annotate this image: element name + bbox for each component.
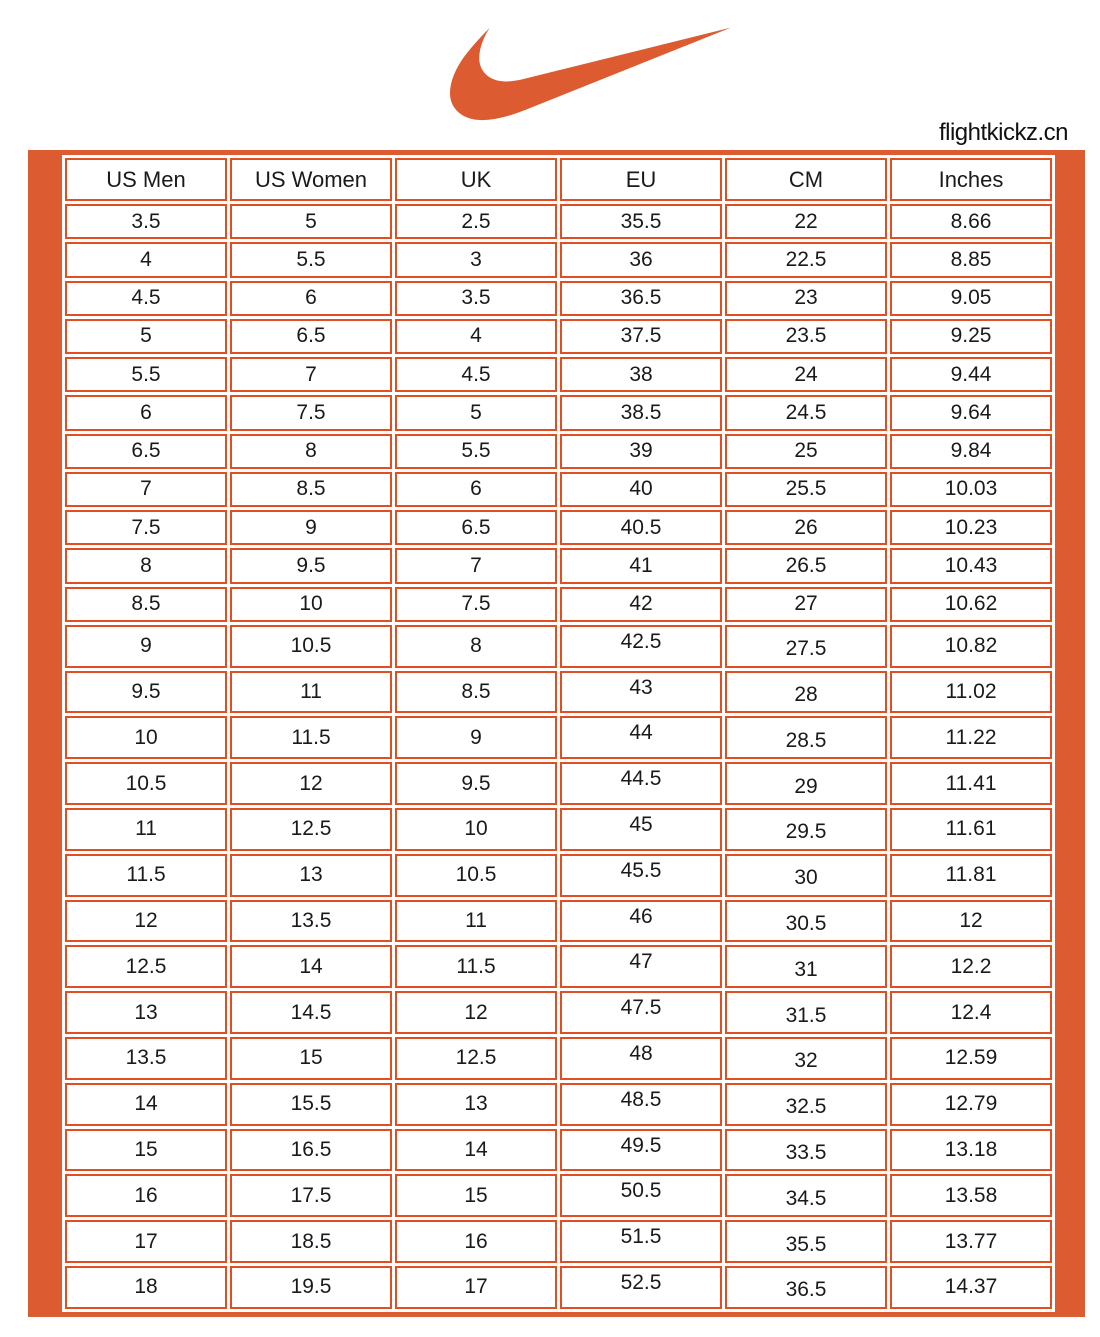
nike-swoosh-icon bbox=[450, 12, 735, 122]
table-cell: 9.44 bbox=[890, 357, 1052, 392]
table-cell: 23 bbox=[725, 281, 887, 316]
table-cell: 14 bbox=[395, 1129, 557, 1172]
table-cell: 26.5 bbox=[725, 548, 887, 583]
table-cell: 10.5 bbox=[65, 762, 227, 805]
table-cell: 45.5 bbox=[560, 854, 722, 897]
table-cell: 28 bbox=[725, 671, 887, 714]
table-cell: 12.79 bbox=[890, 1083, 1052, 1126]
table-cell: 44 bbox=[560, 716, 722, 759]
table-cell: 4.5 bbox=[65, 281, 227, 316]
table-cell: 49.5 bbox=[560, 1129, 722, 1172]
table-cell: 35.5 bbox=[560, 204, 722, 239]
table-cell: 10.23 bbox=[890, 510, 1052, 545]
column-header: US Women bbox=[230, 158, 392, 201]
table-body bbox=[65, 204, 1052, 1309]
table-cell: 42.5 bbox=[560, 625, 722, 668]
column-header: US Men bbox=[65, 158, 227, 201]
table-cell: 5.5 bbox=[230, 242, 392, 277]
table-row bbox=[65, 472, 1052, 507]
table-cell: 29.5 bbox=[725, 808, 887, 851]
table-cell: 13 bbox=[230, 854, 392, 897]
table-cell: 22 bbox=[725, 204, 887, 239]
table-cell: 24.5 bbox=[725, 395, 887, 430]
table-row bbox=[65, 854, 1052, 897]
table-cell: 13.58 bbox=[890, 1174, 1052, 1217]
table-cell: 25.5 bbox=[725, 472, 887, 507]
table-cell: 47 bbox=[560, 945, 722, 988]
table-cell: 12.59 bbox=[890, 1037, 1052, 1080]
table-cell: 13.77 bbox=[890, 1220, 1052, 1263]
table-cell: 46 bbox=[560, 900, 722, 943]
table-cell: 30.5 bbox=[725, 900, 887, 943]
table-cell: 5 bbox=[65, 319, 227, 354]
table-cell: 11 bbox=[230, 671, 392, 714]
table-cell: 17.5 bbox=[230, 1174, 392, 1217]
table-row bbox=[65, 281, 1052, 316]
table-cell: 10.5 bbox=[230, 625, 392, 668]
table-cell: 2.5 bbox=[395, 204, 557, 239]
table-cell: 9.05 bbox=[890, 281, 1052, 316]
table-cell: 14 bbox=[230, 945, 392, 988]
table-cell: 16 bbox=[65, 1174, 227, 1217]
size-chart-table bbox=[62, 155, 1055, 1312]
table-cell: 10 bbox=[395, 808, 557, 851]
table-cell: 30 bbox=[725, 854, 887, 897]
table-cell: 5.5 bbox=[65, 357, 227, 392]
table-cell: 15 bbox=[230, 1037, 392, 1080]
table-cell: 12 bbox=[890, 900, 1052, 943]
table-cell: 11.5 bbox=[65, 854, 227, 897]
table-cell: 4.5 bbox=[395, 357, 557, 392]
table-cell: 10 bbox=[65, 716, 227, 759]
table-cell: 11 bbox=[65, 808, 227, 851]
table-row bbox=[65, 319, 1052, 354]
table-cell: 9.84 bbox=[890, 434, 1052, 469]
table-cell: 12.5 bbox=[395, 1037, 557, 1080]
table-cell: 32 bbox=[725, 1037, 887, 1080]
table-cell: 40 bbox=[560, 472, 722, 507]
table-cell: 9.5 bbox=[230, 548, 392, 583]
size-chart-table-frame bbox=[28, 150, 1085, 1317]
table-cell: 10.5 bbox=[395, 854, 557, 897]
table-cell: 8 bbox=[395, 625, 557, 668]
table-row bbox=[65, 762, 1052, 805]
table-cell: 10.03 bbox=[890, 472, 1052, 507]
table-cell: 28.5 bbox=[725, 716, 887, 759]
table-cell: 40.5 bbox=[560, 510, 722, 545]
table-cell: 6.5 bbox=[65, 434, 227, 469]
table-cell: 35.5 bbox=[725, 1220, 887, 1263]
table-cell: 14.37 bbox=[890, 1266, 1052, 1309]
table-cell: 22.5 bbox=[725, 242, 887, 277]
table-cell: 34.5 bbox=[725, 1174, 887, 1217]
table-cell: 16 bbox=[395, 1220, 557, 1263]
table-row bbox=[65, 1220, 1052, 1263]
table-cell: 5.5 bbox=[395, 434, 557, 469]
column-header: UK bbox=[395, 158, 557, 201]
table-cell: 29 bbox=[725, 762, 887, 805]
table-cell: 3 bbox=[395, 242, 557, 277]
table-cell: 8.5 bbox=[230, 472, 392, 507]
table-cell: 36.5 bbox=[725, 1266, 887, 1309]
table-cell: 7.5 bbox=[395, 587, 557, 622]
table-row bbox=[65, 1083, 1052, 1126]
table-cell: 24 bbox=[725, 357, 887, 392]
table-cell: 38 bbox=[560, 357, 722, 392]
table-cell: 11 bbox=[395, 900, 557, 943]
table-cell: 8.5 bbox=[395, 671, 557, 714]
table-row bbox=[65, 716, 1052, 759]
table-row bbox=[65, 510, 1052, 545]
table-row bbox=[65, 204, 1052, 239]
column-header: Inches bbox=[890, 158, 1052, 201]
table-cell: 9.64 bbox=[890, 395, 1052, 430]
table-row bbox=[65, 1266, 1052, 1309]
table-cell: 17 bbox=[395, 1266, 557, 1309]
table-cell: 36 bbox=[560, 242, 722, 277]
table-cell: 4 bbox=[65, 242, 227, 277]
table-cell: 10.43 bbox=[890, 548, 1052, 583]
table-cell: 48 bbox=[560, 1037, 722, 1080]
table-cell: 25 bbox=[725, 434, 887, 469]
table-cell: 3.5 bbox=[65, 204, 227, 239]
table-cell: 6 bbox=[395, 472, 557, 507]
table-cell: 43 bbox=[560, 671, 722, 714]
table-cell: 7.5 bbox=[230, 395, 392, 430]
table-cell: 4 bbox=[395, 319, 557, 354]
table-row bbox=[65, 395, 1052, 430]
table-cell: 8 bbox=[65, 548, 227, 583]
table-cell: 11.02 bbox=[890, 671, 1052, 714]
table-cell: 15 bbox=[395, 1174, 557, 1217]
table-row bbox=[65, 945, 1052, 988]
table-row bbox=[65, 587, 1052, 622]
table-cell: 52.5 bbox=[560, 1266, 722, 1309]
table-cell: 18.5 bbox=[230, 1220, 392, 1263]
column-header: EU bbox=[560, 158, 722, 201]
table-cell: 9.5 bbox=[65, 671, 227, 714]
table-cell: 11.41 bbox=[890, 762, 1052, 805]
table-cell: 10 bbox=[230, 587, 392, 622]
table-cell: 6 bbox=[65, 395, 227, 430]
table-cell: 11.81 bbox=[890, 854, 1052, 897]
table-cell: 47.5 bbox=[560, 991, 722, 1034]
table-row bbox=[65, 434, 1052, 469]
table-cell: 11.5 bbox=[230, 716, 392, 759]
table-cell: 15.5 bbox=[230, 1083, 392, 1126]
table-row bbox=[65, 548, 1052, 583]
table-cell: 48.5 bbox=[560, 1083, 722, 1126]
table-cell: 12.5 bbox=[230, 808, 392, 851]
table-cell: 7 bbox=[230, 357, 392, 392]
table-cell: 9 bbox=[230, 510, 392, 545]
table-cell: 27.5 bbox=[725, 625, 887, 668]
table-cell: 13 bbox=[65, 991, 227, 1034]
table-cell: 8 bbox=[230, 434, 392, 469]
table-cell: 31 bbox=[725, 945, 887, 988]
table-cell: 8.66 bbox=[890, 204, 1052, 239]
table-cell: 6.5 bbox=[230, 319, 392, 354]
table-row bbox=[65, 357, 1052, 392]
table-cell: 51.5 bbox=[560, 1220, 722, 1263]
table-cell: 6 bbox=[230, 281, 392, 316]
table-cell: 36.5 bbox=[560, 281, 722, 316]
table-cell: 17 bbox=[65, 1220, 227, 1263]
table-cell: 13.5 bbox=[230, 900, 392, 943]
table-cell: 6.5 bbox=[395, 510, 557, 545]
table-row bbox=[65, 242, 1052, 277]
table-cell: 16.5 bbox=[230, 1129, 392, 1172]
table-cell: 11.61 bbox=[890, 808, 1052, 851]
header-row bbox=[65, 158, 1052, 201]
table-cell: 12 bbox=[395, 991, 557, 1034]
table-cell: 26 bbox=[725, 510, 887, 545]
table-cell: 15 bbox=[65, 1129, 227, 1172]
table-cell: 12 bbox=[65, 900, 227, 943]
table-cell: 37.5 bbox=[560, 319, 722, 354]
table-row bbox=[65, 808, 1052, 851]
table-cell: 9.25 bbox=[890, 319, 1052, 354]
table-row bbox=[65, 1129, 1052, 1172]
table-row bbox=[65, 1037, 1052, 1080]
table-cell: 7.5 bbox=[65, 510, 227, 545]
table-row bbox=[65, 625, 1052, 668]
table-cell: 14.5 bbox=[230, 991, 392, 1034]
table-row bbox=[65, 991, 1052, 1034]
table-cell: 3.5 bbox=[395, 281, 557, 316]
table-cell: 13.5 bbox=[65, 1037, 227, 1080]
table-cell: 5 bbox=[230, 204, 392, 239]
table-cell: 13.18 bbox=[890, 1129, 1052, 1172]
table-cell: 12 bbox=[230, 762, 392, 805]
table-cell: 9 bbox=[65, 625, 227, 668]
table-cell: 8.5 bbox=[65, 587, 227, 622]
table-cell: 11.5 bbox=[395, 945, 557, 988]
table-cell: 19.5 bbox=[230, 1266, 392, 1309]
table-row bbox=[65, 671, 1052, 714]
table-cell: 10.82 bbox=[890, 625, 1052, 668]
table-row bbox=[65, 1174, 1052, 1217]
table-cell: 31.5 bbox=[725, 991, 887, 1034]
table-cell: 11.22 bbox=[890, 716, 1052, 759]
table-cell: 7 bbox=[65, 472, 227, 507]
table-cell: 41 bbox=[560, 548, 722, 583]
table-cell: 39 bbox=[560, 434, 722, 469]
table-cell: 9 bbox=[395, 716, 557, 759]
table-cell: 33.5 bbox=[725, 1129, 887, 1172]
table-cell: 45 bbox=[560, 808, 722, 851]
brand-header bbox=[0, 0, 1100, 150]
table-cell: 12.5 bbox=[65, 945, 227, 988]
table-cell: 18 bbox=[65, 1266, 227, 1309]
table-cell: 23.5 bbox=[725, 319, 887, 354]
table-cell: 9.5 bbox=[395, 762, 557, 805]
table-cell: 5 bbox=[395, 395, 557, 430]
table-cell: 44.5 bbox=[560, 762, 722, 805]
table-cell: 10.62 bbox=[890, 587, 1052, 622]
column-header: CM bbox=[725, 158, 887, 201]
table-cell: 14 bbox=[65, 1083, 227, 1126]
table-cell: 27 bbox=[725, 587, 887, 622]
table-cell: 7 bbox=[395, 548, 557, 583]
table-cell: 12.2 bbox=[890, 945, 1052, 988]
table-cell: 8.85 bbox=[890, 242, 1052, 277]
watermark-text: flightkickz.cn bbox=[938, 119, 1068, 146]
table-cell: 50.5 bbox=[560, 1174, 722, 1217]
table-cell: 12.4 bbox=[890, 991, 1052, 1034]
table-cell: 32.5 bbox=[725, 1083, 887, 1126]
table-cell: 38.5 bbox=[560, 395, 722, 430]
table-row bbox=[65, 900, 1052, 943]
table-cell: 42 bbox=[560, 587, 722, 622]
table-cell: 13 bbox=[395, 1083, 557, 1126]
